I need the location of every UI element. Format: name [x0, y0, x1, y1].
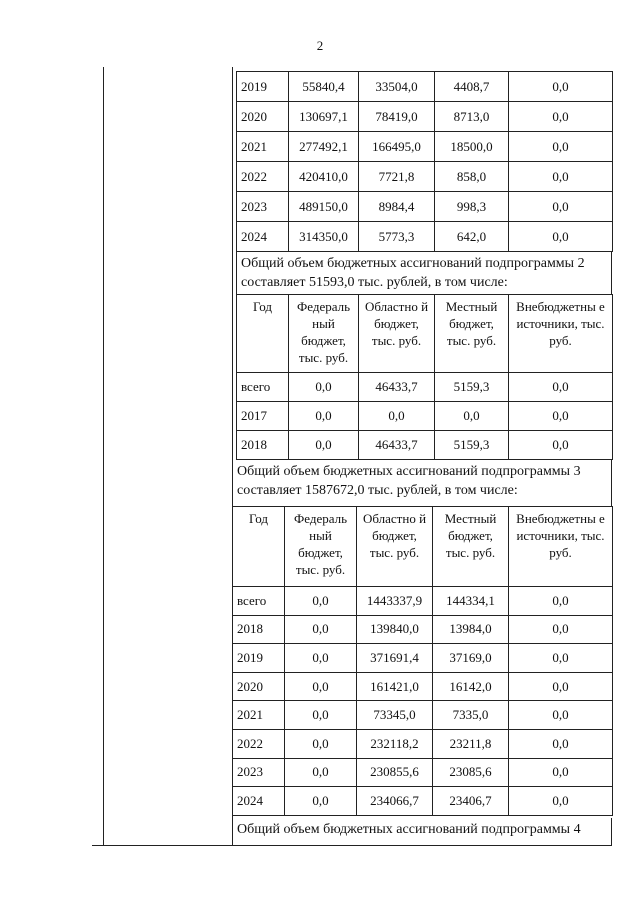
table-row: [237, 373, 613, 402]
header-regional: Областно й бюджет, тыс. руб.: [359, 295, 435, 373]
header-year: Год: [237, 295, 289, 373]
cell-extra: 0,0: [509, 729, 613, 758]
cell-federal: 420410,0: [289, 162, 359, 192]
subprogram3-table: [232, 506, 613, 816]
cell-federal: 489150,0: [289, 192, 359, 222]
cell-extra: 0,0: [509, 587, 613, 616]
header-regional: Областно й бюджет, тыс. руб.: [357, 507, 433, 587]
cell-local: 13984,0: [433, 615, 509, 644]
table-row: [237, 162, 613, 192]
cell-local: 23211,8: [433, 729, 509, 758]
cell-regional: 73345,0: [357, 701, 433, 730]
subprogram2-summary-line1: Общий объем бюджетных ассигнований подпрограммы 2: [241, 256, 585, 271]
cell-federal: 0,0: [289, 431, 359, 460]
cell-federal: 277492,1: [289, 132, 359, 162]
subprogram2-table-body: [237, 373, 613, 460]
table-row: [237, 192, 613, 222]
cell-federal: 0,0: [289, 373, 359, 402]
subprogram4-summary-line1: Общий объем бюджетных ассигнований подпрограммы 4: [237, 822, 581, 837]
page-number: 2: [316, 38, 324, 53]
subprogram3-table-body: [233, 587, 613, 816]
cell-regional: 371691,4: [357, 644, 433, 673]
cell-federal: 0,0: [285, 787, 357, 816]
header-extra: Внебюджетны е источники, тыс. руб.: [509, 507, 613, 587]
cell-local: 5159,3: [435, 373, 509, 402]
cell-extra: 0,0: [509, 72, 613, 102]
table-row: [233, 672, 613, 701]
cell-extra: 0,0: [509, 644, 613, 673]
cell-extra: 0,0: [509, 373, 613, 402]
cell-federal: 0,0: [285, 701, 357, 730]
cell-year: 2021: [237, 132, 289, 162]
left-frame-line: [103, 67, 104, 846]
cell-local: 4408,7: [435, 72, 509, 102]
cell-extra: 0,0: [509, 431, 613, 460]
cell-year: 2020: [237, 102, 289, 132]
cell-year: всего: [237, 373, 289, 402]
cell-federal: 0,0: [285, 615, 357, 644]
cell-federal: 0,0: [289, 402, 359, 431]
continuation-table: [236, 71, 613, 252]
cell-federal: 55840,4: [289, 72, 359, 102]
cell-year: 2018: [237, 431, 289, 460]
cell-year: 2019: [237, 72, 289, 102]
cell-regional: 46433,7: [359, 431, 435, 460]
subprogram3-summary-line1: Общий объем бюджетных ассигнований подпрограммы 3: [237, 464, 581, 479]
cell-regional: 5773,3: [359, 222, 435, 252]
header-federal: Федераль ный бюджет, тыс. руб.: [285, 507, 357, 587]
cell-year: 2023: [233, 758, 285, 787]
header-local: Местный бюджет, тыс. руб.: [435, 295, 509, 373]
cell-extra: 0,0: [509, 222, 613, 252]
cell-local: 23406,7: [433, 787, 509, 816]
cell-extra: 0,0: [509, 162, 613, 192]
header-extra: Внебюджетны е источники, тыс. руб.: [509, 295, 613, 373]
subprogram2-header-row: [237, 295, 613, 373]
cell-year: 2018: [233, 615, 285, 644]
cell-extra: 0,0: [509, 402, 613, 431]
cell-year: 2019: [233, 644, 285, 673]
cell-local: 642,0: [435, 222, 509, 252]
table-row: [237, 102, 613, 132]
cell-regional: 33504,0: [359, 72, 435, 102]
cell-year: 2024: [233, 787, 285, 816]
cell-regional: 46433,7: [359, 373, 435, 402]
subprogram3-summary-line2: составляет 1587672,0 тыс. рублей, в том числе:: [237, 483, 518, 498]
cell-year: 2022: [233, 729, 285, 758]
cell-local: 37169,0: [433, 644, 509, 673]
cell-extra: 0,0: [509, 672, 613, 701]
cell-federal: 314350,0: [289, 222, 359, 252]
cell-regional: 161421,0: [357, 672, 433, 701]
subprogram3-summary: [232, 460, 612, 506]
subprogram4-summary: [232, 818, 612, 846]
table-row: [233, 644, 613, 673]
cell-local: 858,0: [435, 162, 509, 192]
table-row: [233, 587, 613, 616]
cell-extra: 0,0: [509, 615, 613, 644]
subprogram3-header-row: [233, 507, 613, 587]
cell-extra: 0,0: [509, 132, 613, 162]
cell-extra: 0,0: [509, 192, 613, 222]
cell-year: 2022: [237, 162, 289, 192]
cell-local: 23085,6: [433, 758, 509, 787]
cell-regional: 166495,0: [359, 132, 435, 162]
cell-regional: 1443337,9: [357, 587, 433, 616]
table-row: [233, 729, 613, 758]
cell-extra: 0,0: [509, 701, 613, 730]
table-row: [233, 615, 613, 644]
table-row: [237, 132, 613, 162]
header-local: Местный бюджет, тыс. руб.: [433, 507, 509, 587]
cell-year: 2017: [237, 402, 289, 431]
cell-local: 8713,0: [435, 102, 509, 132]
cell-regional: 232118,2: [357, 729, 433, 758]
cell-extra: 0,0: [509, 787, 613, 816]
cell-regional: 8984,4: [359, 192, 435, 222]
cell-regional: 0,0: [359, 402, 435, 431]
cell-regional: 234066,7: [357, 787, 433, 816]
header-year: Год: [233, 507, 285, 587]
cell-year: 2024: [237, 222, 289, 252]
table-row: [237, 402, 613, 431]
cell-year: 2021: [233, 701, 285, 730]
table-row: [233, 701, 613, 730]
cell-regional: 78419,0: [359, 102, 435, 132]
cell-federal: 0,0: [285, 644, 357, 673]
cell-regional: 7721,8: [359, 162, 435, 192]
cell-local: 7335,0: [433, 701, 509, 730]
cell-regional: 139840,0: [357, 615, 433, 644]
cell-local: 998,3: [435, 192, 509, 222]
cell-year: 2020: [233, 672, 285, 701]
table-row: [237, 72, 613, 102]
cell-year: 2023: [237, 192, 289, 222]
cell-local: 5159,3: [435, 431, 509, 460]
cell-year: всего: [233, 587, 285, 616]
cell-local: 0,0: [435, 402, 509, 431]
cell-federal: 130697,1: [289, 102, 359, 132]
cell-federal: 0,0: [285, 672, 357, 701]
header-federal: Федераль ный бюджет, тыс. руб.: [289, 295, 359, 373]
subprogram2-table: [236, 294, 613, 460]
subprogram2-summary: [236, 252, 612, 294]
cell-federal: 0,0: [285, 758, 357, 787]
cell-extra: 0,0: [509, 102, 613, 132]
table-row: [237, 431, 613, 460]
cell-local: 16142,0: [433, 672, 509, 701]
table-row: [233, 787, 613, 816]
cell-local: 18500,0: [435, 132, 509, 162]
cell-federal: 0,0: [285, 729, 357, 758]
table-row: [233, 758, 613, 787]
subprogram2-summary-line2: составляет 51593,0 тыс. рублей, в том числе:: [241, 275, 508, 290]
cell-federal: 0,0: [285, 587, 357, 616]
cell-regional: 230855,6: [357, 758, 433, 787]
continuation-table-body: [237, 72, 613, 252]
cell-extra: 0,0: [509, 758, 613, 787]
table-row: [237, 222, 613, 252]
cell-local: 144334,1: [433, 587, 509, 616]
